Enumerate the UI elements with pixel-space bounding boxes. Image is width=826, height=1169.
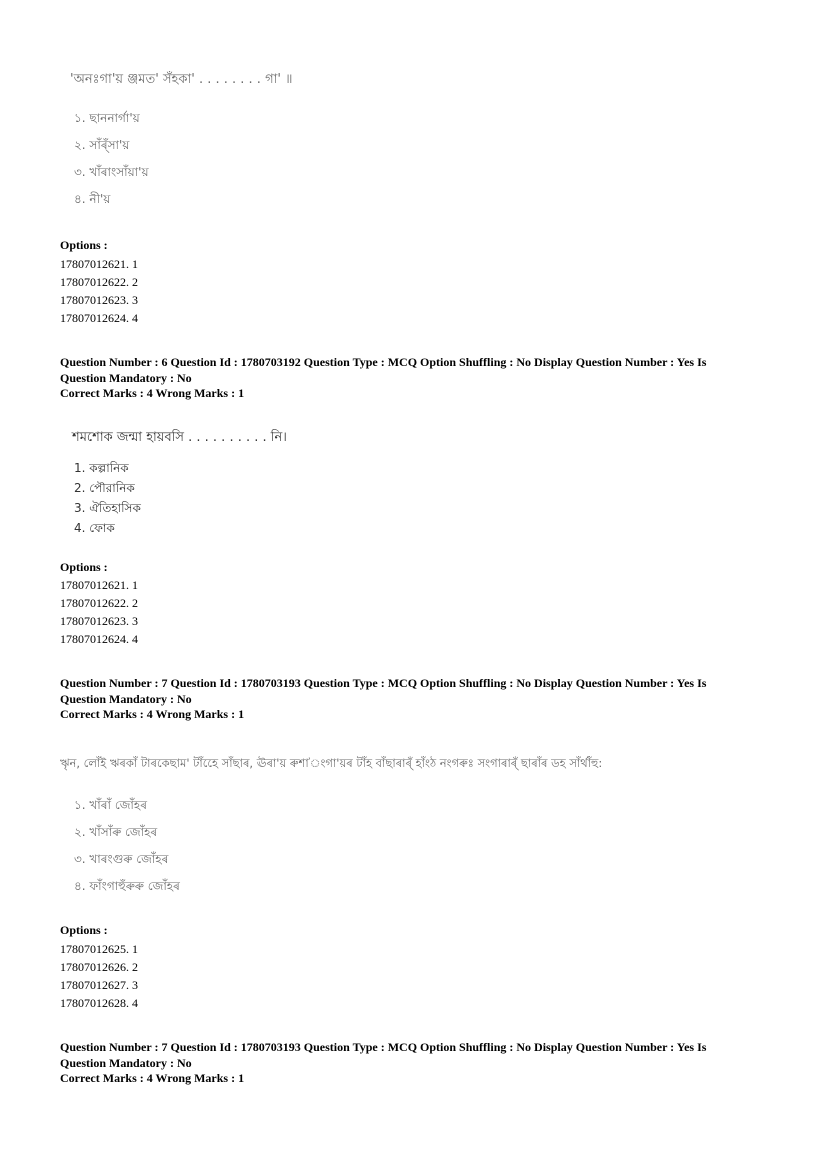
- question-7-option-2: ২. খাঁসাঁৰু জোঁহৰ: [74, 825, 158, 839]
- question-6-option-4: 4. ফোক: [74, 521, 115, 535]
- question-6-option-3: 3. ঐতিহাসিক: [74, 501, 141, 515]
- option-line: 17807012621. 1: [60, 578, 138, 592]
- option-line: 17807012627. 3: [60, 978, 138, 992]
- question-next-marks: Correct Marks : 4 Wrong Marks : 1: [60, 1071, 245, 1085]
- question-5-option-1: ১. ছাননাৰ্গা'য়: [74, 111, 140, 125]
- question-5-option-2: ২. সাঁৰ্ঁসা'য়: [74, 138, 130, 152]
- option-line: 17807012623. 3: [60, 293, 138, 307]
- question-7-option-3: ৩. খাৰংগুৰু জোঁহৰ: [74, 852, 169, 866]
- option-line: 17807012628. 4: [60, 996, 138, 1010]
- option-line: 17807012625. 1: [60, 942, 138, 956]
- question-6-marks: Correct Marks : 4 Wrong Marks : 1: [60, 386, 245, 400]
- question-5-option-3: ৩. খাঁৰাংসাঁয়া'য়: [74, 165, 149, 179]
- question-6-meta: Question Number : 6 Question Id : 1780703192 Question Type : MCQ Option Shuffling : No Display Question Number : Yes Is Question Mandatory : No: [60, 355, 707, 385]
- question-5-stem: 'অনঃগা'য় ঞ্জমত' সঁহকা' . . . . . . . . গা' ॥: [70, 72, 293, 87]
- question-7-image: [60, 745, 770, 905]
- question-7-option-1: ১. খাঁৰাঁ জোঁহৰ: [74, 798, 147, 812]
- question-7-stem: ৠন, লোঁই ঋৰকাঁ টাৰকেছাম' টাঁহেে সাঁছাৰ, ঊৰা'য় ৰুশা'ংগা'য়ৰ টাঁহ বাঁছাৰাৰ্ঁ হাঁংঠ নংগৰুঃ সংগাৰাৰ্ঁ ছাৰাঁৰ ডহ সাঁৰ্থাঁহু:: [60, 756, 603, 770]
- option-line: 17807012626. 2: [60, 960, 138, 974]
- question-6-options-list: [60, 576, 138, 648]
- question-6-image: [60, 420, 760, 545]
- question-5-options-list: [60, 255, 138, 327]
- option-line: 17807012624. 4: [60, 632, 138, 646]
- option-line: 17807012621. 1: [60, 257, 138, 271]
- question-6-options-label: Options :: [60, 560, 108, 574]
- question-5-option-4: ৪. নী'য়: [74, 192, 111, 206]
- question-7-option-4: ৪. ফাঁংগাহুঁৰুৰু জোঁহৰ: [74, 879, 180, 893]
- question-6-option-1: 1. কল্পানিক: [74, 461, 129, 475]
- option-line: 17807012622. 2: [60, 275, 138, 289]
- question-6-stem: শমশোক জন্মা হায়বসি . . . . . . . . . . নি।: [72, 430, 287, 445]
- question-5-image: [60, 60, 760, 220]
- question-7-meta: Question Number : 7 Question Id : 1780703193 Question Type : MCQ Option Shuffling : No Display Question Number : Yes Is Question Mandatory : No: [60, 676, 707, 706]
- question-7-options-label: Options :: [60, 923, 108, 937]
- question-7-options-list: [60, 940, 138, 1012]
- option-line: 17807012624. 4: [60, 311, 138, 325]
- option-line: 17807012623. 3: [60, 614, 138, 628]
- question-7-marks: Correct Marks : 4 Wrong Marks : 1: [60, 707, 245, 721]
- option-line: 17807012622. 2: [60, 596, 138, 610]
- question-next-meta: Question Number : 7 Question Id : 1780703193 Question Type : MCQ Option Shuffling : No Display Question Number : Yes Is Question Mandatory : No: [60, 1040, 707, 1070]
- question-6-option-2: 2. পৌরানিক: [74, 481, 135, 495]
- question-5-options-label: Options :: [60, 238, 108, 252]
